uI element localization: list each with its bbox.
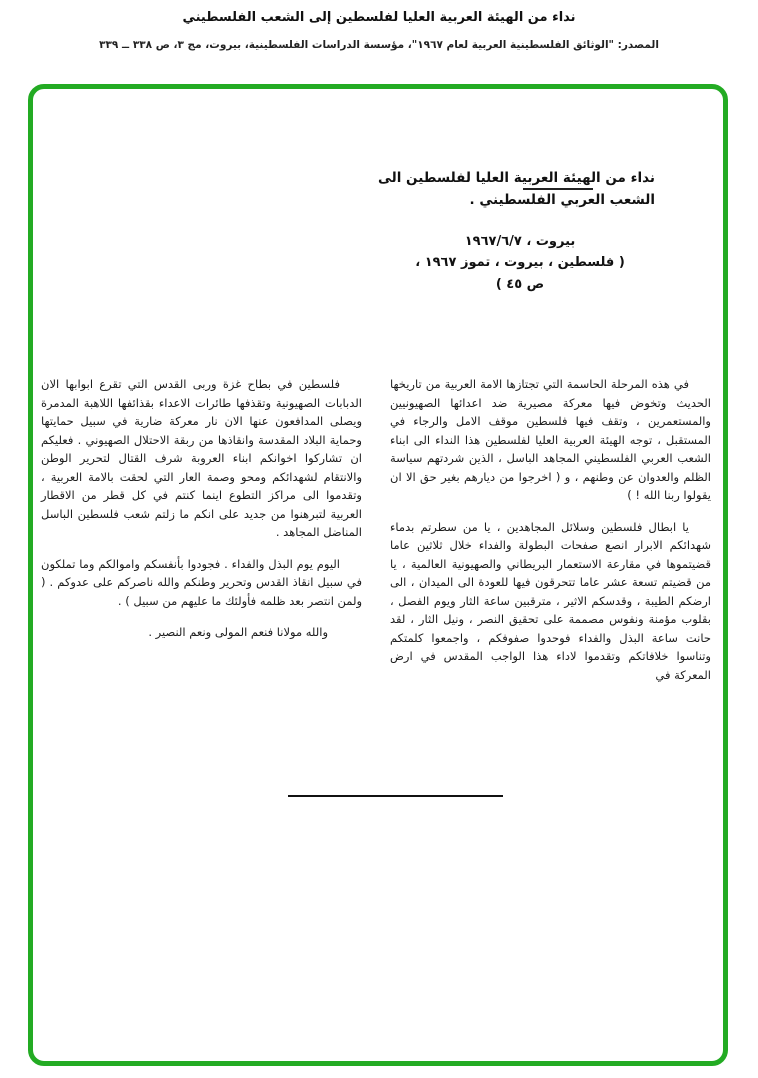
document-title-line2: الشعب العربي الفلسطيني . — [469, 192, 655, 209]
document-frame — [28, 84, 728, 1066]
paragraph: اليوم يوم البذل والفداء . فجودوا بأنفسكم واموالكم وما تملكون في سبيل انقاذ القدس وتحرير وطنكم والله ناصركم على عدوكم . ( ولمن انتصر بعد ظلمه فأولئك ما عليهم من سبيل ) . — [41, 556, 362, 608]
right-column — [390, 375, 711, 697]
document-date: بيروت ، ١٩٦٧/٦/٧ — [464, 234, 576, 249]
source-citation: المصدر: "الوثائق الفلسطينية العربية لعام ١٩٦٧"، مؤسسة الدراسات الفلسطينية، بيروت، مج ٣، ص ٣٣٨ ــ ٣٣٩ — [99, 39, 659, 51]
closing-line: والله مولانا فنعم المولى ونعم النصير . — [148, 625, 328, 639]
paragraph: يا ابطال فلسطين وسلائل المجاهدين ، يا من سطرتم بدماء شهدائكم الابرار انصع صفحات البطولة والفداء خلال ثلاثين عاما قضيتموها في مقارعة الاستعمار البريطاني والصهيونية العالمية ، يا من قضيتم تسعة عشر عاما تتحرقون فيها للعودة الى الميدان ، الى ارضكم الطيبة ، وقدسكم الاثير ، مترقبين ساعة الثار ويوم الفصل ، بقلوب مؤمنة ونفوس مصممة على تحقيق النصر ، ونيل الثار ، لقد حانت ساعة البذل والفداء فوحدوا صفوفكم ، واجمعوا كلمتكم وتناسوا خلافاتكم وتقدموا لاداء هذا الواجب المقدس في ارض المعركة في — [390, 519, 711, 682]
paragraph: في هذه المرحلة الحاسمة التي تجتازها الامة العربية من تاريخها الحديث وتخوض فيها معركة مصيرية ضد اعدائها الصهيونيين والمستعمرين ، وتقف فيها فلسطين موقف الامل والرجاء في المستقبل ، توجه الهيئة العربية العليا لفلسطين هذا النداء الى ابناء الشعب العربي الفلسطيني المجاهد الباسل ، الذين شردتهم سياسة الظلم والعدوان عن وطنهم ، و ( اخرجوا من ديارهم بغير حق الا ان يقولوا ربنا الله ! ) — [390, 377, 711, 502]
document-body — [41, 375, 711, 697]
document-citation-line1: ( فلسطين ، بيروت ، تموز ١٩٦٧ ، — [415, 255, 625, 271]
page-header — [0, 10, 758, 51]
page-title: نداء من الهيئة العربية العليا لفلسطين إلى الشعب الفلسطيني — [182, 10, 576, 25]
document-meta-block — [395, 231, 645, 295]
left-column — [41, 375, 362, 697]
title-underline — [523, 188, 593, 190]
document-title-line1: نداء من الهيئة العربية العليا لفلسطين الى — [377, 170, 655, 186]
bottom-divider — [288, 795, 503, 797]
paragraph: فلسطين في بطاح غزة وربى القدس التي تقرع ابوابها الان الدبابات الصهيونية وتقذفها طائرات الاعداء بقذائفها اللاهبة المدمرة ويصلى المدافعون عنها الان نار معركة ضارية في سبيل حمايتها وحماية البلاد المقدسة وانقاذها من ربقة الاحتلال الصهيوني . فعليكم ان تشاركوا اخوانكم ابناء العروبة شرف القتال لتحرير الوطن والانتقام لشهدائكم ومحو وصمة العار التي لحقت بالامة العربية ، وتقدموا الى مراكز التطوع اينما كنتم في كل قطر من الاقطار العربية لتبرهنوا من جديد على انكم ما زلتم شعب فلسطين الباسل المناضل المجاهد . — [41, 377, 362, 539]
document-title-block — [365, 167, 655, 212]
document-citation-line2: ص ٤٥ ) — [495, 276, 545, 292]
